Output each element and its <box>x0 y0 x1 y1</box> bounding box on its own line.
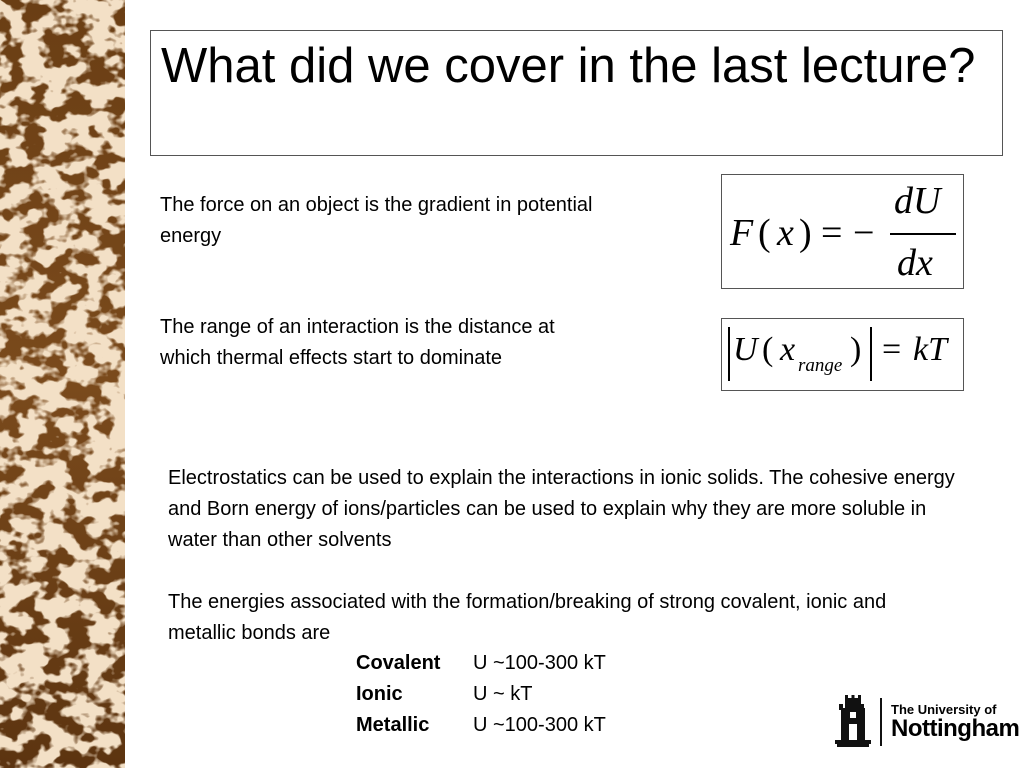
formula-range-var: x <box>780 331 796 368</box>
formula-force-minus: − <box>853 212 875 254</box>
formula-force-close-paren: ) <box>799 212 812 254</box>
castle-crest-icon <box>833 694 873 750</box>
formula-range-subscript: range <box>798 355 843 376</box>
logo-divider <box>880 698 882 746</box>
formula-force-open-paren: ( <box>758 212 771 254</box>
bond-name: Metallic <box>356 714 430 736</box>
range-description: The range of an interaction is the distance at which thermal effects start to dominate <box>160 316 555 369</box>
formula-force-equals: = <box>821 212 843 254</box>
texture-image <box>0 0 125 768</box>
bond-row-covalent <box>356 648 606 679</box>
abs-bar-right <box>870 327 872 381</box>
formula-range-open-paren: ( <box>762 331 774 368</box>
bond-row-metallic <box>356 710 606 741</box>
formula-range-rhs: kT <box>913 331 947 368</box>
logo-nottingham: Nottingham <box>891 715 1020 742</box>
abs-bar-left <box>728 327 730 381</box>
fraction-bar <box>890 233 956 235</box>
bond-value: U ~100-300 kT <box>473 652 606 674</box>
bond-name: Covalent <box>356 652 441 674</box>
force-description: The force on an object is the gradient in potential energy <box>160 194 593 247</box>
formula-force-func: F <box>730 212 754 254</box>
university-logo <box>833 694 1020 750</box>
force-formula-box <box>721 174 964 289</box>
formula-range-close-paren: ) <box>850 331 862 368</box>
formula-range-func: U <box>733 331 758 368</box>
energies-paragraph: The energies associated with the formation/breaking of strong covalent, ionic and metallic bonds are <box>168 591 887 644</box>
electrostatics-paragraph: Electrostatics can be used to explain the interactions in ionic solids. The cohesive energy and Born energy of ions/particles can be used to explain why they are more soluble in water than other solvents <box>168 467 955 551</box>
page-title: What did we cover in the last lecture? <box>161 39 976 93</box>
bond-energy-list <box>356 648 606 741</box>
formula-force-denominator: dx <box>897 242 933 284</box>
bond-name: Ionic <box>356 683 403 705</box>
formula-force-var: x <box>777 212 794 254</box>
formula-range-equals: = <box>882 331 902 368</box>
bond-value: U ~100-300 kT <box>473 714 606 736</box>
bond-value: U ~ kT <box>473 683 533 705</box>
range-formula-box <box>721 318 964 391</box>
logo-university-of: The University of <box>891 702 997 717</box>
texture-sidebar <box>0 0 125 768</box>
bond-row-ionic <box>356 679 606 710</box>
title-box <box>150 30 1003 156</box>
formula-force-numerator: dU <box>894 180 941 222</box>
